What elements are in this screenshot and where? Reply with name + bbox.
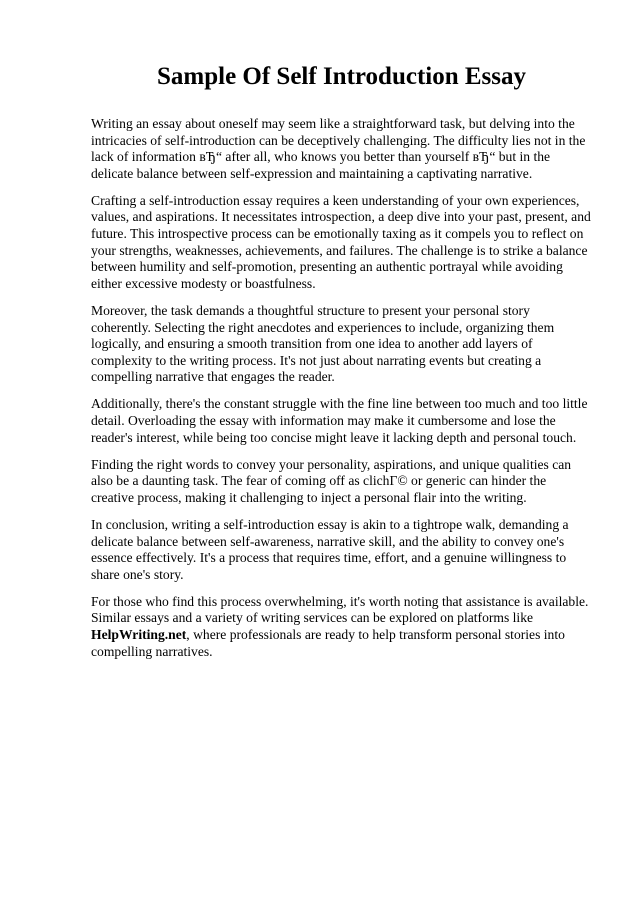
paragraph-conclusion: In conclusion, writing a self-introduction essay is akin to a tightrope walk, demanding a delicate balance between self-awareness, narrative skill, and the ability to convey one's essence effectively. It's a process that requires time, effort, and a genuine willingness to share one's story. <box>91 516 569 582</box>
helpwriting-link[interactable]: HelpWriting.net <box>91 627 187 643</box>
paragraph-detail: Additionally, there's the constant struggle with the fine line between too much and too little detail. Overloading the essay with information may make it cumbersome and lose the reader's interest, while being too concise might leave it lacking depth and personal touch. <box>91 396 588 445</box>
paragraph-structure: Moreover, the task demands a thoughtful structure to present your personal story coherently. Selecting the right anecdotes and experiences to include, organizing them logically, and ensuring a smooth transition from one idea to another add layers of complexity to the writing process. It's not just about narrating events but creating a compelling narrative that engages the reader. <box>91 302 555 385</box>
paragraph-intro: Writing an essay about oneself may seem like a straightforward task, but delving into the intricacies of self-introduction can be deceptively challenging. The difficulty lies not in the lack of information вЂ“ after all, who knows you better than yourself вЂ“ but in the delicate balance between self-expression and maintaining a captivating narrative. <box>91 116 586 181</box>
assistance-text-before: For those who find this process overwhelming, it's worth noting that assistance is available. Similar essays and a variety of writing services can be explored on platforms like <box>91 593 589 626</box>
paragraph-crafting: Crafting a self-introduction essay requires a keen understanding of your own experiences, values, and aspirations. It necessitates introspection, a deep dive into your past, present, and future. This introspective process can be emotionally taxing as it compels you to reflect on your strengths, weaknesses, achievements, and failures. The challenge is to strike a balance between humility and self-promotion, presenting an authentic portrayal while avoiding either excessive modesty or boastfulness. <box>91 192 591 291</box>
paragraph-words: Finding the right words to convey your personality, aspirations, and unique qualities can also be a daunting task. The fear of coming off as clichГ© or generic can hinder the creative process, making it challenging to inject a personal flair into the writing. <box>91 456 572 505</box>
assistance-text-after: , where professionals are ready to help transform personal stories into compelling narratives. <box>91 627 565 659</box>
document-title: Sample Of Self Introduction Essay <box>156 63 527 90</box>
paragraph-assistance <box>91 594 592 660</box>
